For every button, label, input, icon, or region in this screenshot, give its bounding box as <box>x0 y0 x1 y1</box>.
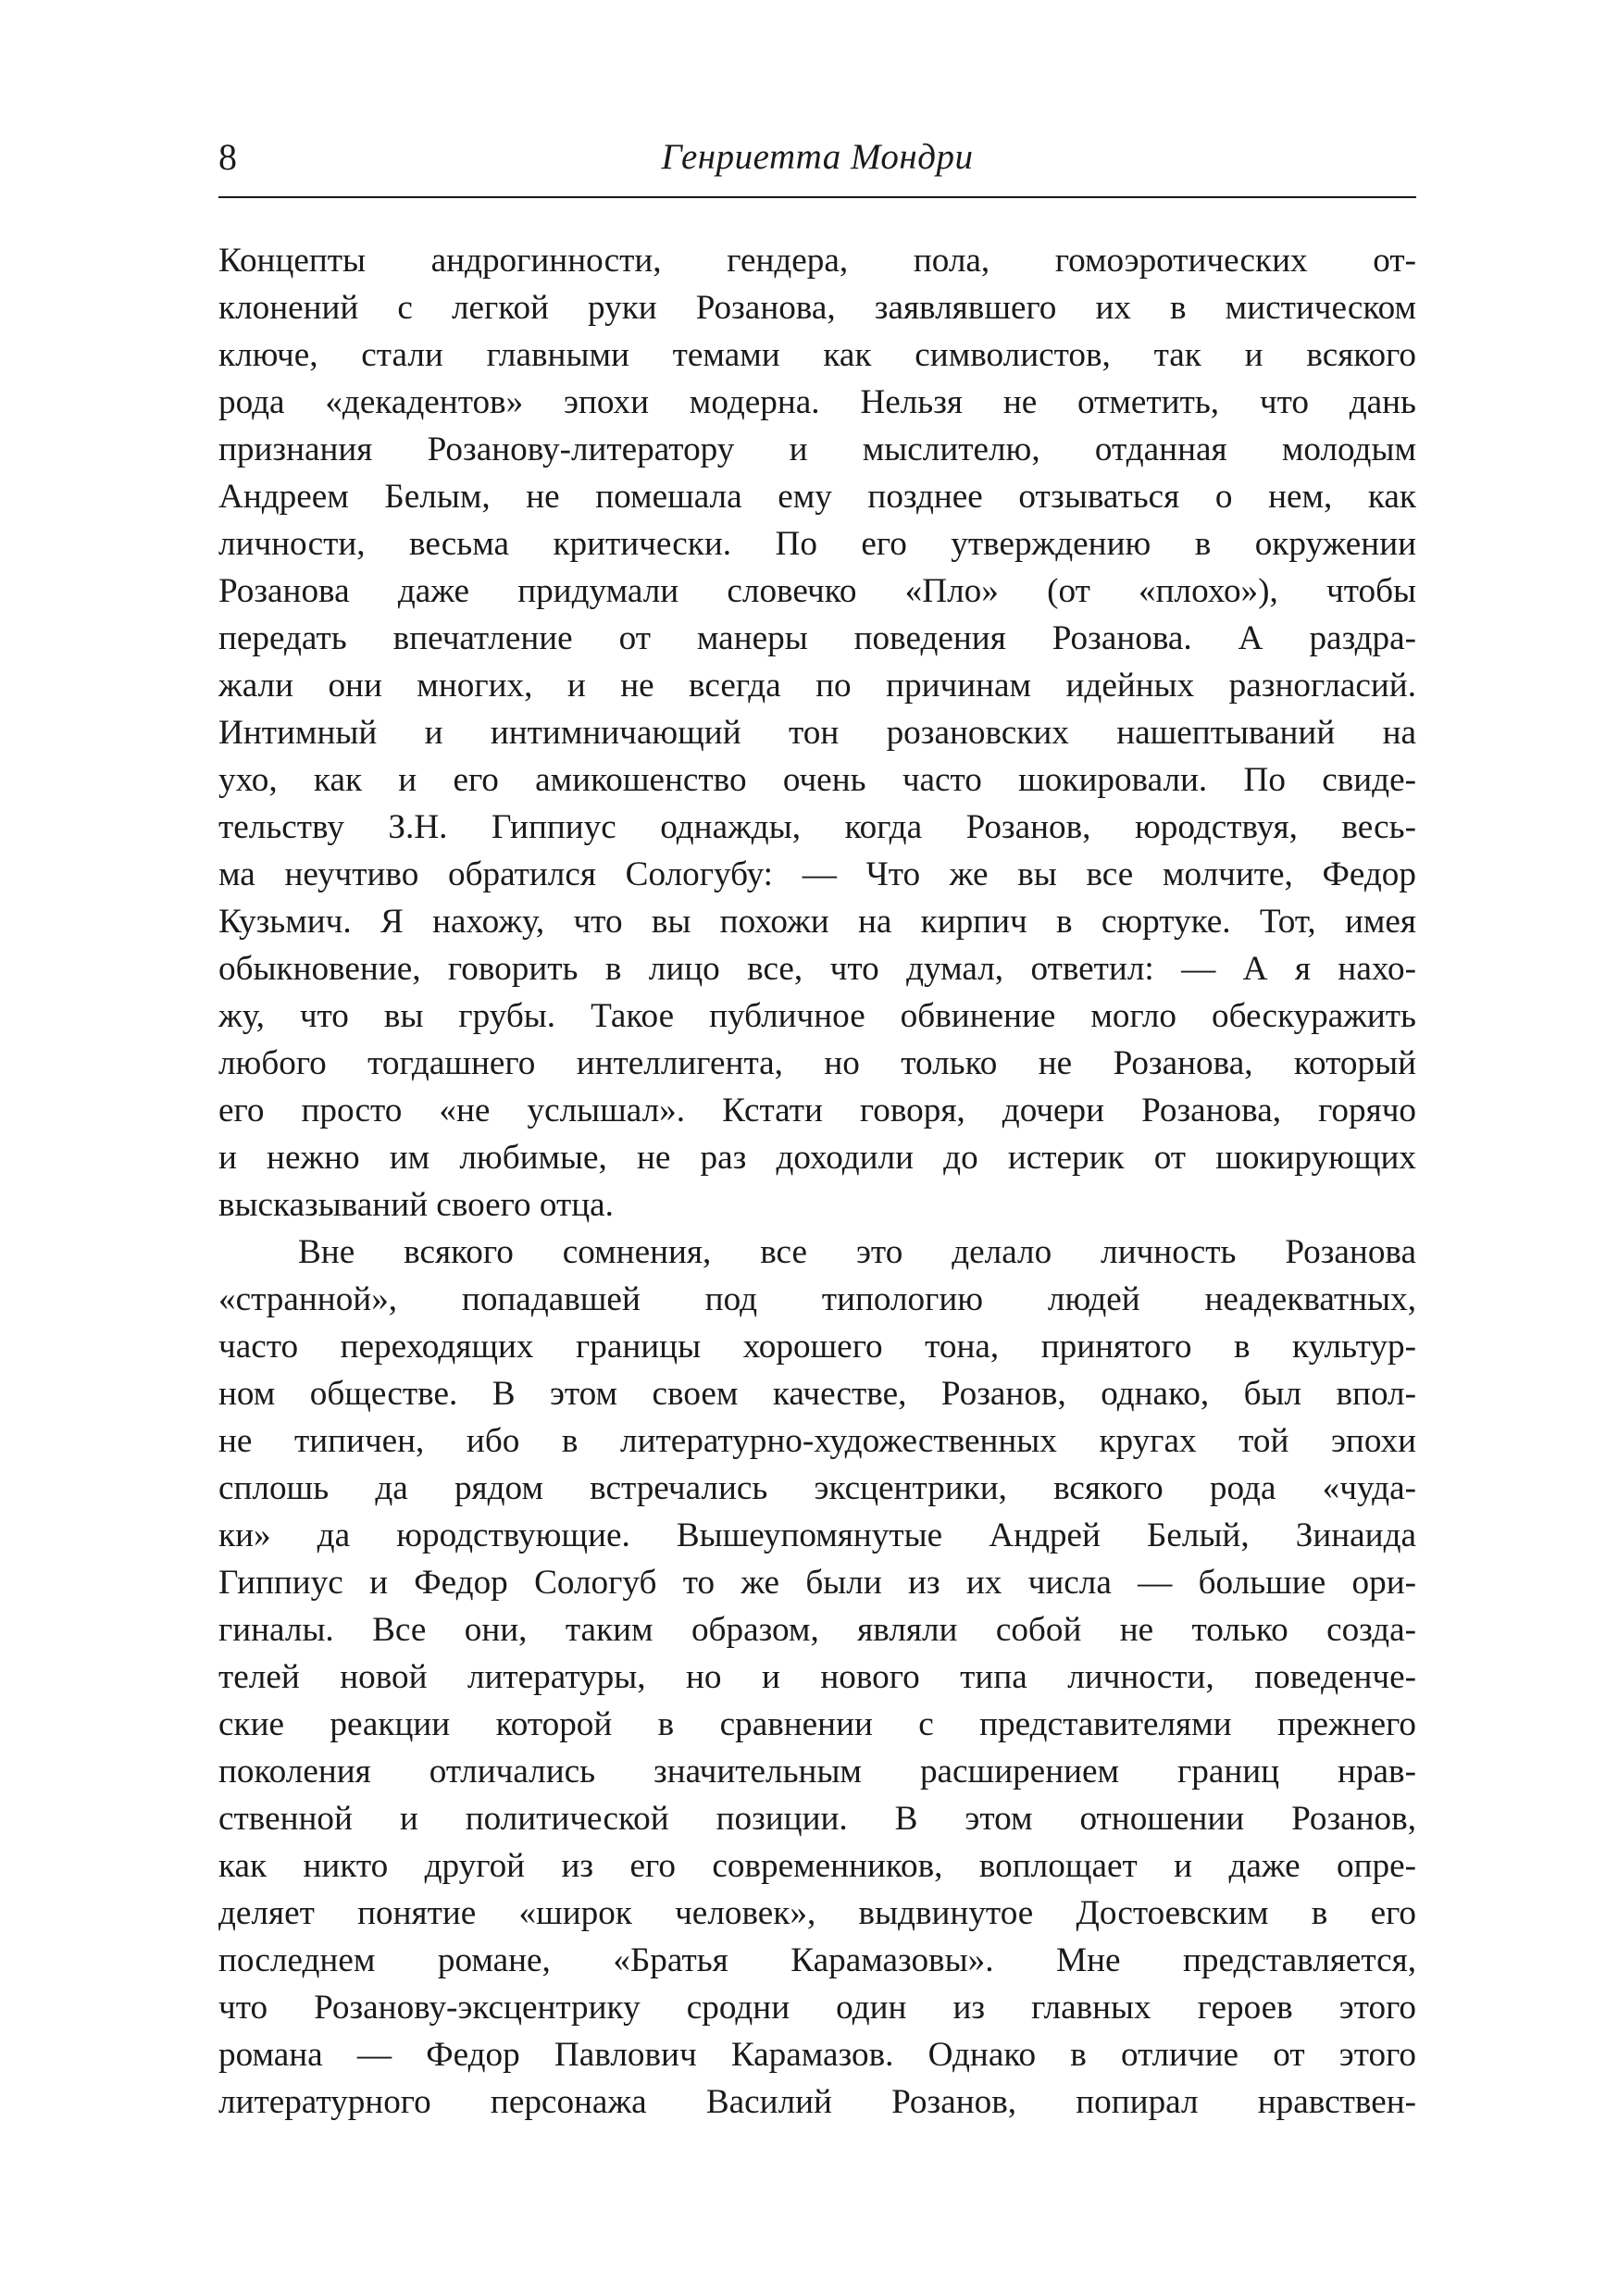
text-line: и нежно им любимые, не раз доходили до истерик от шокирующих <box>218 1139 1416 1177</box>
paragraph <box>218 237 1416 1229</box>
text-line: Вне всякого сомнения, все это делало личность Розанова <box>298 1233 1416 1271</box>
text-line: часто переходящих границы хорошего тона, принятого в культур- <box>218 1328 1416 1366</box>
text-line: передать впечатление от манеры поведения Розанова. А раздра- <box>218 619 1416 657</box>
text-line: как никто другой из его современников, воплощает и даже опре- <box>218 1847 1416 1885</box>
text-line: ухо, как и его амикошенство очень часто шокировали. По свиде- <box>218 761 1416 799</box>
text-line: жали они многих, и не всегда по причинам идейных разногласий. <box>218 667 1416 705</box>
text-line: ном обществе. В этом своем качестве, Розанов, однако, был впол- <box>218 1375 1416 1413</box>
text-line: ственной и политической позиции. В этом отношении Розанов, <box>218 1800 1416 1838</box>
text-line: Розанова даже придумали словечко «Пло» (от «плохо»), чтобы <box>218 572 1416 610</box>
body-text <box>218 237 1416 2126</box>
text-line: ские реакции которой в сравнении с представителями прежнего <box>218 1705 1416 1743</box>
text-line: Интимный и интимничающий тон розановских нашептываний на <box>218 714 1416 752</box>
text-line: последнем романе, «Братья Карамазовы». Мне представляется, <box>218 1941 1416 1979</box>
text-line: Андреем Белым, не помешала ему позднее отзываться о нем, как <box>218 478 1416 516</box>
header-rule <box>218 196 1416 198</box>
text-line: Гиппиус и Федор Сологуб то же были из их числа — большие ори- <box>218 1564 1416 1602</box>
text-line: не типичен, ибо в литературно-художественных кругах той эпохи <box>218 1422 1416 1460</box>
text-line: романа — Федор Павлович Карамазов. Однако в отличие от этого <box>218 2036 1416 2074</box>
text-line: жу, что вы грубы. Такое публичное обвинение могло обескуражить <box>218 997 1416 1035</box>
text-line: «странной», попадавшей под типологию людей неадекватных, <box>218 1280 1416 1318</box>
text-line: личности, весьма критически. По его утверждению в окружении <box>218 525 1416 563</box>
text-line: клонений с легкой руки Розанова, заявлявшего их в мистическом <box>218 289 1416 327</box>
running-head: Генриетта Мондри <box>661 137 974 177</box>
text-line: Концепты андрогинности, гендера, пола, гомоэротических от- <box>218 242 1416 280</box>
text-line: что Розанову-эксцентрику сродни один из главных героев этого <box>218 1989 1416 2027</box>
text-line: ки» да юродствующие. Вышеупомянутые Андрей Белый, Зинаида <box>218 1516 1416 1554</box>
text-line: рода «декадентов» эпохи модерна. Нельзя не отметить, что дань <box>218 383 1416 421</box>
page-header <box>218 130 1416 194</box>
text-line: ключе, стали главными темами как символистов, так и всякого <box>218 336 1416 374</box>
text-line: тельству З.Н. Гиппиус однажды, когда Розанов, юродствуя, весь- <box>218 808 1416 846</box>
text-line: обыкновение, говорить в лицо все, что думал, ответил: — А я нахо- <box>218 950 1416 988</box>
text-line: телей новой литературы, но и нового типа личности, поведенче- <box>218 1658 1416 1696</box>
text-line: литературного персонажа Василий Розанов, попирал нравствен- <box>218 2083 1416 2121</box>
text-line: любого тогдашнего интеллигента, но только не Розанова, который <box>218 1044 1416 1082</box>
text-line: признания Розанову-литератору и мыслителю, отданная молодым <box>218 430 1416 468</box>
text-line: его просто «не услышал». Кстати говоря, дочери Розанова, горячо <box>218 1092 1416 1129</box>
text-line: поколения отличались значительным расширением границ нрав- <box>218 1753 1416 1791</box>
text-line: Кузьмич. Я нахожу, что вы похожи на кирпич в сюртуке. Тот, имея <box>218 903 1416 941</box>
paragraph <box>218 1229 1416 2126</box>
text-line: деляет понятие «широк человек», выдвинутое Достоевским в его <box>218 1894 1416 1932</box>
text-line: ма неучтиво обратился Сологубу: — Что же вы все молчите, Федор <box>218 855 1416 893</box>
text-line: сплошь да рядом встречались эксцентрики, всякого рода «чуда- <box>218 1469 1416 1507</box>
page-number: 8 <box>218 136 237 178</box>
text-line: гиналы. Все они, таким образом, являли собой не только созда- <box>218 1611 1416 1649</box>
text-line: высказываний своего отца. <box>218 1186 614 1224</box>
